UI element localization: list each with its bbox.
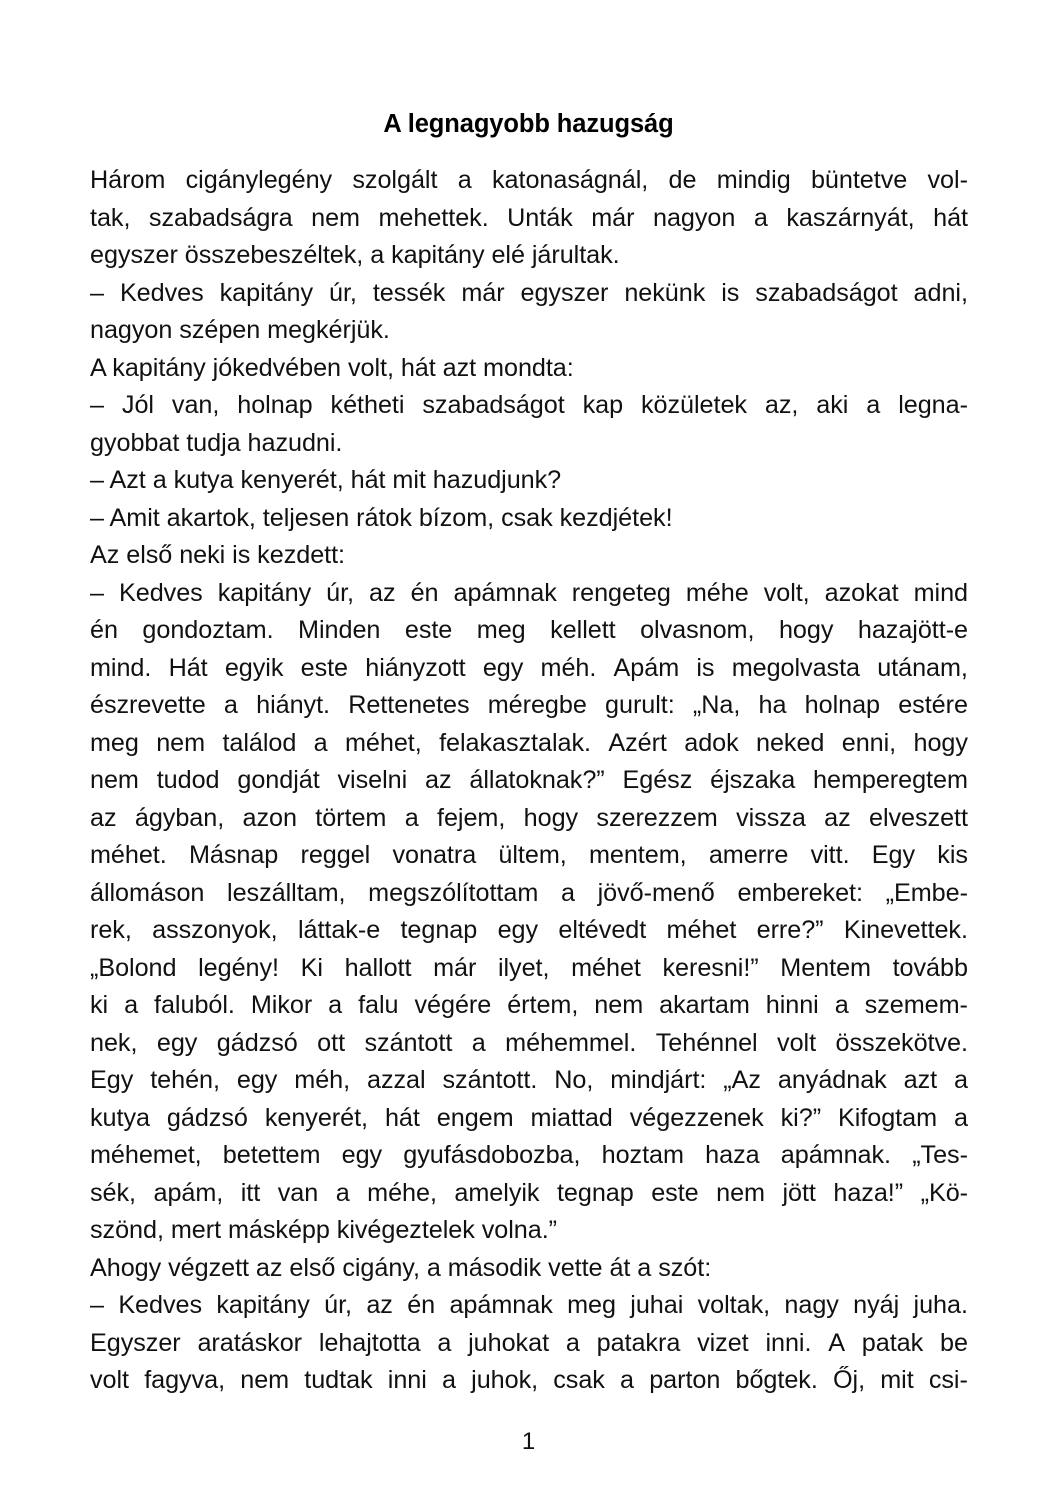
text-word: patakra	[596, 1328, 681, 1357]
text-word: nem	[311, 203, 360, 232]
text-line	[90, 1137, 968, 1175]
text-word: nem	[240, 1366, 290, 1394]
text-word: aki	[816, 391, 849, 419]
text-word: –	[90, 391, 104, 419]
text-word: jött	[782, 1178, 816, 1207]
text-word: kutya	[90, 1103, 150, 1132]
text-word: úr,	[326, 578, 355, 607]
page-title: A legnagyobb hazugság	[383, 110, 674, 139]
text-line	[90, 650, 968, 688]
text-word: szabadságot	[422, 391, 565, 419]
text-word: a	[404, 803, 419, 832]
text-word: nagyon	[653, 203, 736, 232]
text-word: tegnap	[400, 916, 478, 944]
text-word: Kedves	[118, 1291, 203, 1319]
text-word: Ki	[300, 953, 323, 982]
text-word: Mikor	[250, 991, 313, 1019]
text-word: tehén,	[150, 1066, 220, 1094]
text-word: nek,	[90, 1028, 138, 1057]
text-word: juhok,	[471, 1366, 539, 1394]
text-word: „Bolond	[90, 953, 177, 982]
text-line	[90, 762, 968, 800]
text-word: gondoztam.	[142, 616, 274, 644]
text-word: azzal	[367, 1066, 426, 1094]
text-word: Rettenetes	[348, 691, 470, 719]
text-word: ilyet,	[497, 953, 550, 982]
text-word: már	[433, 953, 477, 982]
text-word: nem	[156, 728, 206, 757]
text-word: méregbe	[487, 691, 587, 719]
text-word: hogy	[913, 728, 968, 757]
text-word: „Na,	[692, 691, 741, 719]
text-word: azon	[242, 803, 297, 832]
text-word: Unták	[507, 203, 573, 232]
text-word: Egész	[622, 766, 693, 794]
text-line: – Azt a kutya kenyerét, hát mit hazudjunk?	[90, 466, 562, 494]
text-line	[90, 1325, 968, 1363]
text-word: méh,	[294, 1066, 351, 1094]
text-word: tudod	[156, 766, 220, 794]
text-word: falu	[358, 991, 399, 1019]
text-word: kapitány	[217, 578, 312, 607]
text-word: erre?”	[756, 916, 824, 944]
text-word: Jól	[121, 391, 154, 419]
text-word: vonatra	[392, 841, 477, 869]
text-word: egyszer	[520, 278, 609, 307]
text-word: méhe	[685, 578, 749, 607]
text-word: szolgált	[352, 166, 438, 194]
text-word: holnap	[237, 391, 313, 419]
text-word: hiányt.	[256, 691, 330, 719]
text-word: már	[461, 278, 505, 307]
text-word: embereket:	[737, 878, 863, 907]
text-word: holnap	[804, 691, 880, 719]
text-word: szemem-	[864, 991, 968, 1019]
text-word: ültem,	[498, 841, 567, 869]
text-word: este	[404, 616, 453, 644]
text-word: amerre	[708, 841, 789, 869]
text-word: „Embe-	[885, 878, 968, 907]
text-word: is	[696, 653, 715, 682]
text-word: ki?”	[780, 1103, 822, 1132]
text-word: Másnap	[188, 841, 279, 869]
text-word: hinni	[765, 991, 819, 1019]
text-word: reggel	[300, 841, 371, 869]
text-word: ki	[90, 991, 109, 1019]
text-word: nagy	[784, 1291, 839, 1319]
text-line: Ahogy végzett az első cigány, a második vette át a szót:	[90, 1253, 712, 1282]
text-word: méh.	[540, 653, 597, 682]
text-word: adok	[684, 728, 739, 757]
text-line	[90, 200, 968, 238]
text-line	[90, 612, 968, 650]
text-word: gádzsó	[166, 1103, 248, 1132]
text-word: Kifogtam	[838, 1103, 937, 1132]
text-word: egy	[482, 653, 524, 682]
text-word: gyufásdobozba,	[403, 1141, 581, 1169]
text-word: betettem	[222, 1141, 321, 1169]
text-word: Egyszer	[90, 1328, 181, 1357]
text-word: hallott	[344, 953, 412, 982]
text-word: viselni	[337, 766, 408, 794]
text-word: a	[442, 1366, 456, 1394]
text-word: mit	[880, 1366, 914, 1394]
text-word: Tehénnel	[655, 1028, 758, 1057]
text-word: megszólítottam	[368, 878, 539, 907]
text-word: mindig	[716, 166, 791, 194]
text-word: van	[277, 1178, 319, 1207]
text-word: a	[328, 991, 343, 1019]
text-word: az	[824, 803, 851, 832]
text-word: anyádnak	[777, 1066, 887, 1094]
text-line	[90, 1175, 968, 1213]
text-word: egy	[236, 1066, 278, 1094]
text-line	[90, 575, 968, 613]
text-line	[90, 162, 968, 200]
text-word: csi-	[928, 1366, 968, 1394]
body-text-block	[90, 162, 968, 1400]
text-word: nem	[594, 991, 644, 1019]
text-word: Három	[90, 166, 166, 194]
text-word: meg	[567, 1291, 616, 1319]
text-word: Kedves	[118, 578, 203, 607]
text-word: eltévedt	[558, 916, 647, 944]
text-word: szántott.	[442, 1066, 538, 1094]
text-word: lehajtotta	[318, 1328, 421, 1357]
text-word: állomáson	[90, 878, 205, 907]
text-word: kapitány	[216, 1291, 310, 1319]
text-line	[90, 837, 968, 875]
text-word: közületek	[641, 391, 747, 419]
text-word: sék,	[90, 1178, 136, 1207]
text-word: van,	[171, 391, 220, 419]
text-word: Egy	[871, 841, 916, 869]
text-word: az	[425, 766, 452, 794]
text-word: nyáj	[853, 1291, 900, 1319]
text-line: egyszer összebeszéltek, a kapitány elé járultak.	[90, 241, 620, 269]
text-word: méhe,	[367, 1178, 437, 1207]
text-line	[90, 1062, 968, 1100]
text-word: az,	[764, 391, 799, 419]
text-word: rek,	[90, 916, 132, 944]
text-word: találod	[222, 728, 297, 757]
text-word: mind	[913, 578, 968, 607]
text-word: hiányzott	[365, 653, 466, 682]
text-word: juha.	[913, 1291, 968, 1319]
text-word: cigánylegény	[185, 166, 333, 194]
text-word: juhokat	[468, 1328, 550, 1357]
text-word: éjszaka	[710, 766, 796, 794]
text-word: vizet	[697, 1328, 749, 1357]
text-word: katonaságnál,	[492, 166, 649, 194]
text-word: végezzenek	[629, 1103, 764, 1132]
text-word: egy	[341, 1141, 383, 1169]
text-word: a	[834, 991, 849, 1019]
text-word: voltak,	[697, 1291, 771, 1319]
text-word: apámnak.	[780, 1141, 891, 1169]
text-word: Őj,	[832, 1366, 866, 1394]
text-word: a	[620, 1366, 635, 1394]
text-line	[90, 950, 968, 988]
text-word: összekötve.	[835, 1028, 968, 1057]
text-word: hoztam	[601, 1141, 684, 1169]
text-word: bőgtek.	[735, 1366, 818, 1394]
text-word: hogy	[778, 616, 834, 644]
text-word: estére	[898, 691, 968, 719]
text-word: Minden	[298, 616, 381, 644]
text-word: szántott	[364, 1028, 453, 1057]
text-word: gondját	[237, 766, 320, 794]
text-word: méhemmel.	[505, 1028, 637, 1057]
text-line	[90, 875, 968, 913]
text-word: kis	[937, 841, 968, 869]
text-word: vol-	[927, 166, 968, 194]
text-word: méhemet,	[90, 1141, 202, 1169]
text-word: kenyerét,	[264, 1103, 368, 1132]
text-word: mindjárt:	[610, 1066, 707, 1094]
text-word: nekünk	[624, 278, 706, 307]
text-word: aratáskor	[197, 1328, 302, 1357]
text-word: úr,	[324, 1291, 352, 1319]
text-word: „Az	[723, 1066, 761, 1094]
text-line	[90, 725, 968, 763]
text-line	[90, 1287, 968, 1325]
text-line	[90, 275, 968, 313]
text-word: No,	[554, 1066, 594, 1094]
text-line	[90, 387, 968, 425]
text-word: ha	[758, 691, 787, 719]
text-word: azt	[903, 1066, 938, 1094]
text-line: szönd, mert másképp kivégeztelek volna.”	[90, 1216, 557, 1244]
text-word: én	[90, 616, 118, 644]
text-word: a	[457, 166, 472, 194]
text-word: is	[721, 278, 740, 307]
text-word: mind.	[90, 653, 152, 682]
text-word: a	[313, 728, 328, 757]
text-word: tegnap	[556, 1178, 634, 1207]
text-word: este	[651, 1178, 699, 1207]
text-word: meg	[90, 728, 139, 757]
text-word: a	[471, 1028, 486, 1057]
text-word: be	[939, 1328, 968, 1357]
text-word: hogy	[523, 803, 579, 832]
text-word: –	[90, 278, 104, 307]
text-word: az	[369, 578, 396, 607]
text-word: –	[90, 1291, 104, 1319]
text-word: nem	[716, 1178, 765, 1207]
text-word: felakasztalak.	[439, 728, 591, 757]
text-word: fagyva,	[144, 1366, 226, 1394]
text-word: apámnak	[449, 1291, 553, 1319]
text-word: adni,	[913, 278, 968, 307]
text-word: már	[591, 203, 635, 232]
text-word: utánam,	[877, 653, 968, 682]
text-word: egyik	[224, 653, 284, 682]
page-number: 1	[521, 1428, 536, 1455]
text-word: végére	[414, 991, 492, 1019]
text-line: – Amit akartok, teljesen rátok bízom, csak kezdjétek!	[90, 503, 673, 532]
text-word: Hát	[168, 653, 208, 682]
text-word: asszonyok,	[152, 916, 278, 944]
text-word: volt	[777, 1028, 817, 1057]
text-word: a	[437, 1328, 452, 1357]
text-word: faluból.	[154, 991, 235, 1019]
text-word: miattad	[530, 1103, 613, 1132]
text-word: rengeteg	[571, 578, 671, 607]
text-word: a	[124, 991, 139, 1019]
text-word: este	[300, 653, 349, 682]
text-word: mentem,	[588, 841, 687, 869]
text-word: kellett	[550, 616, 616, 644]
text-word: hazajött-e	[857, 616, 968, 644]
text-word: ott	[317, 1028, 346, 1057]
text-word: meg	[476, 616, 526, 644]
text-word: gádzsó	[216, 1028, 298, 1057]
text-word: a	[866, 391, 881, 419]
text-word: gurult:	[605, 691, 675, 719]
text-word: szabadságra	[148, 203, 293, 232]
text-word: törtem	[315, 803, 387, 832]
text-word: szabadságot	[755, 278, 898, 307]
text-word: én	[410, 578, 439, 607]
text-word: inni.	[765, 1328, 812, 1357]
text-word: –	[90, 578, 104, 607]
text-word: haza!”	[833, 1178, 904, 1207]
text-word: nem	[90, 766, 139, 794]
text-word: a	[953, 1103, 968, 1132]
text-word: hemperegtem	[813, 766, 968, 794]
text-word: akartam	[659, 991, 750, 1019]
text-word: tak,	[90, 203, 131, 232]
text-word: haza	[705, 1141, 760, 1169]
text-word: a	[223, 691, 238, 719]
text-word: neked	[756, 728, 825, 757]
text-word: amelyik	[454, 1178, 540, 1207]
text-word: egy	[156, 1028, 198, 1057]
text-word: azokat	[824, 578, 899, 607]
text-line: nagyon szépen megkérjük.	[90, 316, 390, 344]
text-word: a	[753, 203, 768, 232]
text-word: patak	[861, 1328, 924, 1357]
text-word: a	[565, 1328, 580, 1357]
text-word: Kedves	[119, 278, 204, 307]
text-word: Apám	[613, 653, 680, 682]
text-word: engem	[436, 1103, 514, 1132]
text-line	[90, 800, 968, 838]
text-line: A kapitány jókedvében volt, hát azt mondta:	[90, 353, 574, 382]
text-word: állatoknak?”	[469, 766, 605, 794]
text-word: Kinevettek.	[843, 916, 968, 944]
text-word: méhet,	[345, 728, 422, 757]
text-word: szerezzem	[596, 803, 718, 832]
text-word: tudtak	[304, 1366, 373, 1394]
text-word: A	[828, 1328, 845, 1357]
text-word: tovább	[892, 953, 968, 982]
text-word: láttak-e	[297, 916, 381, 944]
text-word: tessék	[372, 278, 446, 307]
text-word: észrevette	[90, 691, 206, 719]
text-word: leszálltam,	[227, 878, 346, 907]
text-word: büntetve	[810, 166, 908, 194]
text-word: de	[668, 166, 697, 194]
text-line: Az első neki is kezdett:	[90, 541, 345, 569]
text-word: keresni!”	[662, 953, 759, 982]
text-word: méhet	[666, 916, 737, 944]
text-word: inni	[387, 1366, 427, 1394]
text-word: fejem,	[437, 803, 506, 832]
text-word: parton	[649, 1366, 721, 1394]
text-word: Mentem	[780, 953, 871, 982]
text-word: legna-	[898, 391, 968, 419]
text-word: elveszett	[868, 803, 968, 832]
text-line	[90, 1100, 968, 1138]
text-word: Azért	[608, 728, 667, 757]
text-word: úr,	[329, 278, 357, 307]
text-line	[90, 987, 968, 1025]
text-line	[90, 1362, 968, 1400]
text-word: kaszárnyát,	[786, 203, 915, 232]
text-word: olvasnom,	[640, 616, 755, 644]
text-word: egy	[497, 916, 539, 944]
text-word: volt,	[763, 578, 810, 607]
text-word: legény!	[198, 953, 279, 982]
text-word: csak	[553, 1366, 605, 1394]
text-word: megolvasta	[731, 653, 860, 682]
text-word: hát	[384, 1103, 420, 1132]
text-word: juhai	[630, 1291, 684, 1319]
text-word: értem,	[507, 991, 579, 1019]
text-word: én	[407, 1291, 436, 1319]
text-word: „Tes-	[912, 1141, 968, 1169]
text-line	[90, 912, 968, 950]
text-line	[90, 1025, 968, 1063]
text-word: kap	[582, 391, 624, 419]
text-word: méhet.	[90, 841, 167, 869]
text-word: kétheti	[330, 391, 405, 419]
text-word: vissza	[736, 803, 806, 832]
text-word: apám,	[153, 1178, 224, 1207]
text-word: vitt.	[810, 841, 850, 869]
text-word: a	[560, 878, 575, 907]
text-word: az	[366, 1291, 393, 1319]
text-word: hát	[933, 203, 968, 232]
text-line: gyobbat tudja hazudni.	[90, 428, 343, 457]
text-word: a	[954, 1066, 968, 1094]
text-word: jövő-menő	[597, 878, 715, 907]
text-line	[90, 687, 968, 725]
text-word: méhet	[571, 953, 641, 982]
text-word: kapitány	[219, 278, 314, 307]
text-word: mehettek.	[378, 203, 489, 232]
text-word: apámnak	[453, 578, 557, 607]
text-word: enni,	[841, 728, 897, 757]
text-word: Egy	[90, 1066, 134, 1094]
text-word: ágyban,	[134, 803, 225, 832]
text-word: itt	[240, 1178, 261, 1207]
text-word: a	[335, 1178, 350, 1207]
text-word: „Kö-	[920, 1178, 968, 1207]
text-word: az	[90, 803, 117, 832]
text-word: volt	[90, 1366, 129, 1394]
